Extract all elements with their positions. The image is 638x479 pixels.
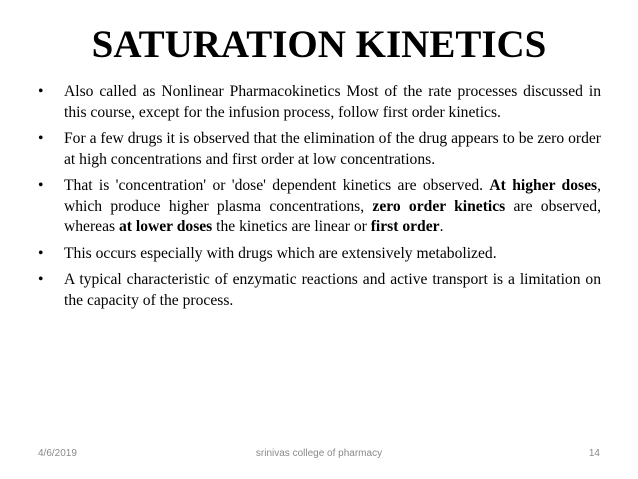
bullet-mark: • — [38, 244, 44, 262]
bullet-emphasis: zero order kinetics — [372, 197, 506, 215]
bullet-emphasis: at lower doses — [118, 218, 213, 235]
footer-college-name: srinivas college of pharmacy — [255, 448, 383, 459]
bullet-item — [38, 270, 601, 311]
bullet-text: For a few drugs it is observed that the elimination of the drug appears to be zero order at high concentrations and first order at low concentrations. — [64, 130, 601, 168]
bullet-text: A typical characteristic of enzymatic reactions and active transport is a limitation on the capacity of the process. — [64, 271, 601, 309]
bullet-text: This occurs especially with drugs which are extensively metabolized. — [64, 244, 497, 262]
footer-page-number: 14 — [588, 448, 600, 459]
footer-date: 4/6/2019 — [38, 448, 77, 459]
bullet-item — [38, 176, 601, 238]
bullet-text: Also called as Nonlinear Pharmacokinetics Most of the rate processes discussed in this course, except for the infusion process, follow first order kinetics. — [64, 83, 601, 121]
bullet-item — [38, 244, 601, 265]
bullet-mark: • — [38, 130, 44, 147]
bullet-text: That is 'concentration' or 'dose' dependent kinetics are observed. — [64, 177, 490, 194]
bullet-text: . — [439, 218, 444, 235]
bullet-mark: • — [38, 271, 44, 288]
bullet-text: are observed, whereas — [64, 197, 601, 235]
bullet-mark: • — [38, 177, 44, 194]
bullet-emphasis: At higher doses — [489, 177, 598, 194]
bullet-mark: • — [38, 83, 44, 100]
bullet-emphasis: first order — [370, 218, 440, 235]
bullet-text: , which produce higher plasma concentrations, — [64, 177, 601, 215]
bullet-list — [38, 82, 601, 317]
bullet-item — [38, 129, 601, 170]
bullet-text: the kinetics are linear or — [212, 218, 371, 235]
bullet-item — [38, 82, 601, 123]
slide-title: SATURATION KINETICS — [91, 23, 547, 66]
